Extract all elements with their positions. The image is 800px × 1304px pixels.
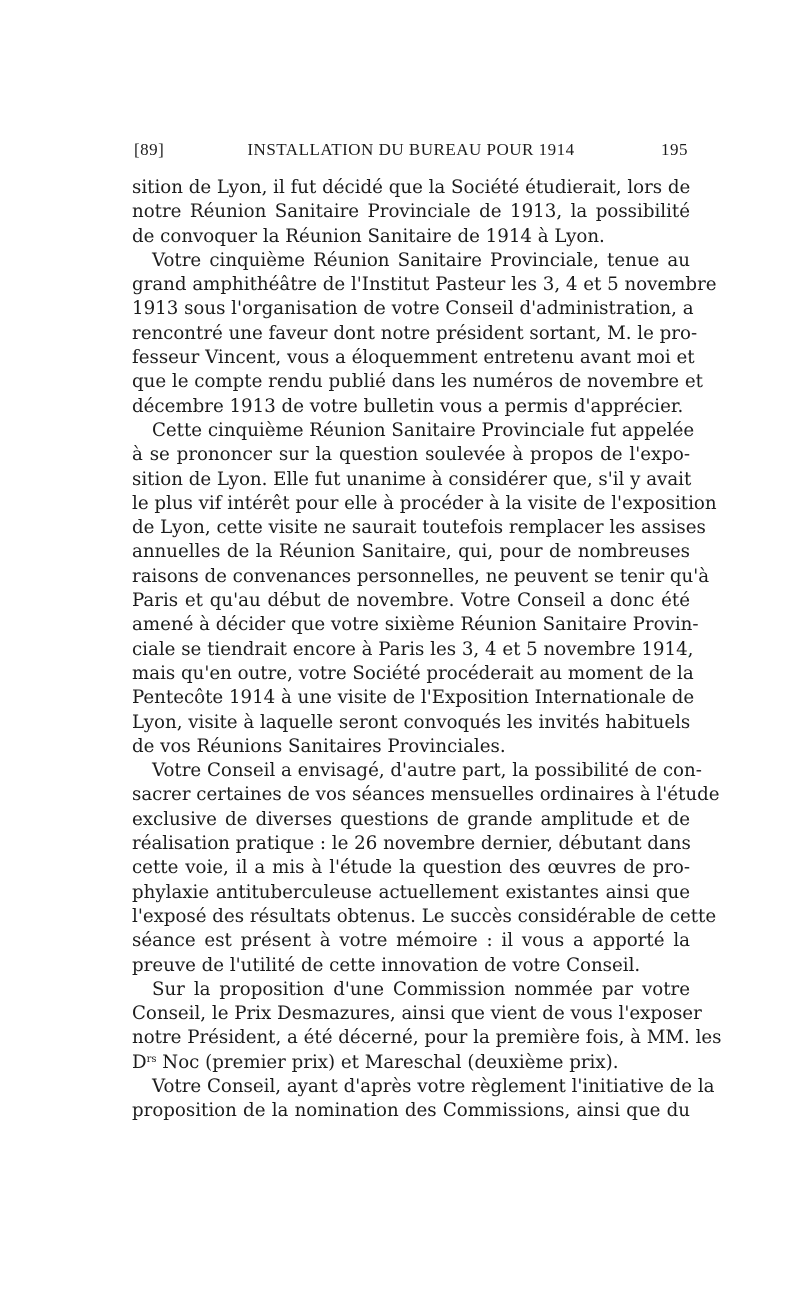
text-line: le plus vif intérêt pour elle à procéder à la visite de l'exposition bbox=[132, 492, 717, 514]
text-line: Votre Conseil, ayant d'après votre règlement l'initiative de la bbox=[152, 1075, 715, 1097]
text-line: phylaxie antituberculeuse actuellement existantes ainsi que bbox=[132, 881, 690, 903]
text-line: preuve de l'utilité de cette innovation de votre Conseil. bbox=[132, 954, 641, 976]
text-line: de convoquer la Réunion Sanitaire de 1914 à Lyon. bbox=[132, 225, 605, 247]
text-line: Conseil, le Prix Desmazures, ainsi que vient de vous l'exposer bbox=[132, 1003, 702, 1025]
page-number: 195 bbox=[661, 140, 688, 159]
text-line: décembre 1913 de votre bulletin vous a permis d'apprécier. bbox=[132, 395, 684, 417]
text-line: de Lyon, cette visite ne saurait toutefois remplacer les assises bbox=[132, 517, 706, 539]
text-line: proposition de la nomination des Commissions, ainsi que du bbox=[132, 1100, 690, 1122]
text-line: rencontré une faveur dont notre président sortant, M. le pro- bbox=[132, 322, 698, 344]
text-line: Votre Conseil a envisagé, d'autre part, la possibilité de con- bbox=[152, 760, 702, 782]
text-line: raisons de convenances personnelles, ne peuvent se tenir qu'à bbox=[132, 565, 710, 587]
text-line: Pentecôte 1914 à une visite de l'Exposition Internationale de bbox=[132, 687, 695, 709]
text-line: mais qu'en outre, votre Société procéderait au moment de la bbox=[132, 662, 694, 684]
text-line: à se prononcer sur la question soulevée à propos de l'expo- bbox=[132, 444, 690, 466]
text-line: annuelles de la Réunion Sanitaire, qui, pour de nombreuses bbox=[132, 541, 690, 563]
text-segment: Noc (premier prix) et Mareschal (deuxième prix). bbox=[156, 1051, 619, 1073]
text-line: Paris et qu'au début de novembre. Votre Conseil a donc été bbox=[132, 590, 690, 612]
text-line: cette voie, il a mis à l'étude la question des œuvres de pro- bbox=[132, 857, 690, 879]
text-line: notre Réunion Sanitaire Provinciale de 1913, la possibilité bbox=[132, 201, 690, 223]
text-line: ciale se tiendrait encore à Paris les 3, 4 et 5 novembre 1914, bbox=[132, 638, 694, 660]
text-line: notre Président, a été décerné, pour la première fois, à MM. les bbox=[132, 1027, 722, 1049]
text-line: Cette cinquième Réunion Sanitaire Provinciale fut appelée bbox=[152, 419, 695, 441]
superscript: rs bbox=[146, 1053, 157, 1065]
section-number: [89] bbox=[134, 140, 165, 159]
text-line: fesseur Vincent, vous a éloquemment entretenu avant moi et bbox=[132, 347, 695, 369]
text-line: grand amphithéâtre de l'Institut Pasteur les 3, 4 et 5 novembre bbox=[132, 274, 717, 296]
body-text bbox=[132, 176, 722, 1124]
text-line: séance est présent à votre mémoire : il vous a apporté la bbox=[132, 930, 690, 952]
text-line: réalisation pratique : le 26 novembre dernier, débutant dans bbox=[132, 833, 691, 855]
running-header bbox=[134, 140, 688, 166]
text-line: 1913 sous l'organisation de votre Conseil d'administration, a bbox=[132, 298, 694, 320]
running-title: INSTALLATION DU BUREAU POUR 1914 bbox=[247, 140, 575, 159]
text-line: sition de Lyon. Elle fut unanime à considérer que, s'il y avait bbox=[132, 468, 692, 490]
text-line: exclusive de diverses questions de grande amplitude et de bbox=[132, 808, 690, 830]
text-line: Votre cinquième Réunion Sanitaire Provinciale, tenue au bbox=[152, 249, 690, 271]
text-line: Lyon, visite à laquelle seront convoqués les invités habituels bbox=[132, 711, 691, 733]
text-line: sacrer certaines de vos séances mensuelles ordinaires à l'étude bbox=[132, 784, 720, 806]
text-line: amené à décider que votre sixième Réunion Sanitaire Provin- bbox=[132, 614, 699, 636]
text-line: sition de Lyon, il fut décidé que la Société étudierait, lors de bbox=[132, 177, 691, 198]
text-line: de vos Réunions Sanitaires Provinciales. bbox=[132, 735, 506, 757]
text-line: l'exposé des résultats obtenus. Le succès considérable de cette bbox=[132, 905, 717, 927]
text-segment: D bbox=[132, 1051, 147, 1073]
text-line: Sur la proposition d'une Commission nommée par votre bbox=[152, 978, 690, 1000]
text-line bbox=[132, 1051, 690, 1075]
text-line: que le compte rendu publié dans les numéros de novembre et bbox=[132, 371, 703, 393]
